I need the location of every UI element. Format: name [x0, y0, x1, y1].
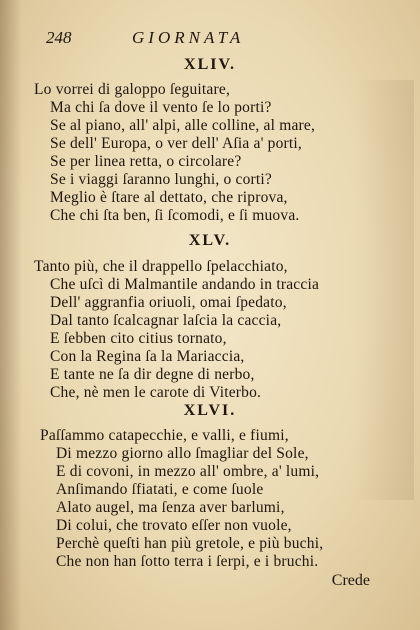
- spine-shadow: [0, 0, 22, 630]
- page-number: 248: [46, 28, 72, 47]
- verse-line: Che uſcì di Malmantile andando in traccia: [50, 276, 320, 293]
- bleed-through: [354, 80, 414, 500]
- stanza-heading: XLIV.: [184, 56, 236, 73]
- verse-line: E ſebben cito citius tornato,: [50, 330, 227, 347]
- verse-line: Se per linea retta, o circolare?: [50, 153, 242, 170]
- verse-line: Anſimando ſfiatati, e come ſuole: [56, 481, 264, 498]
- verse-line: Che chi ſta ben, ſi ſcomodi, e ſi muova.: [50, 207, 300, 224]
- verse-line: Dal tanto ſcalcagnar laſcia la caccia,: [50, 312, 282, 329]
- verse-line: Lo vorrei di galoppo ſeguitare,: [34, 81, 231, 98]
- verse-line: Ma chi ſa dove il vento ſe lo porti?: [50, 99, 272, 116]
- verse-line: Se al piano, all' alpi, alle colline, al mare,: [50, 117, 316, 134]
- catchword: Crede: [331, 572, 370, 589]
- verse-line: Che, nè men le carote di Viterbo.: [50, 384, 262, 401]
- stanza-heading: XLVI.: [183, 402, 237, 419]
- verse-line: Di mezzo giorno allo ſmagliar del Sole,: [56, 445, 309, 462]
- verse-line: Perchè queſti han più gretole, e più buchi,: [56, 535, 324, 552]
- page-header: [0, 28, 420, 52]
- verse-line: Tanto più, che il drappello ſpelacchiato,: [34, 258, 288, 275]
- verse-line: Di colui, che trovato eſſer non vuole,: [56, 517, 292, 534]
- verse-line: Se dell' Europa, o ver dell' Aſia a' porti,: [50, 135, 302, 152]
- verse-line: Se i viaggi ſaranno lunghi, o corti?: [50, 171, 272, 188]
- verse-line: Con la Regina ſa la Mariaccia,: [50, 348, 245, 365]
- verse-line: E tante ne ſa dir degne di nerbo,: [50, 366, 255, 383]
- verse-line: Che non han ſotto terra i ſerpi, e i bruchi.: [56, 553, 319, 570]
- verse-line: E di covoni, in mezzo all' ombre, a' lumi,: [56, 463, 320, 480]
- stanza-heading: XLV.: [188, 232, 232, 249]
- verse-line: Paſſammo catapecchie, e valli, e fiumi,: [40, 427, 289, 444]
- running-title: GIORNATA: [132, 28, 245, 47]
- verse-line: Alato augel, ma ſenza aver barlumi,: [56, 499, 285, 516]
- verse-line: Dell' aggranfia oriuoli, omai ſpedato,: [50, 294, 287, 311]
- verse-line: Meglio è ſtare al dettato, che riprova,: [50, 189, 288, 206]
